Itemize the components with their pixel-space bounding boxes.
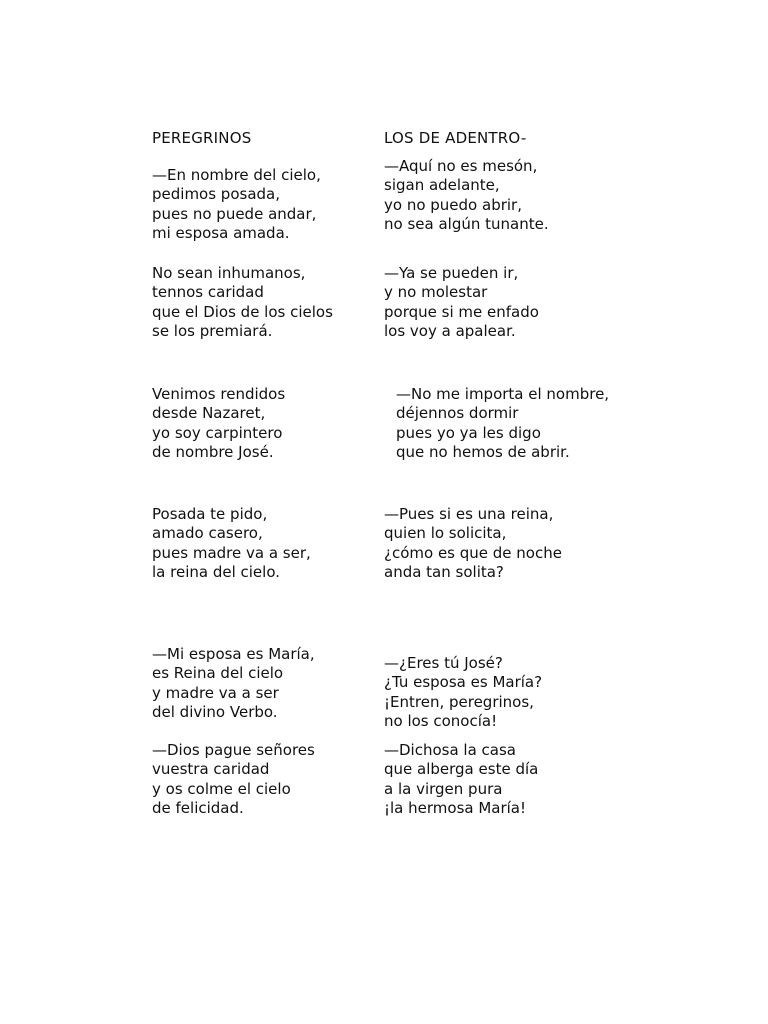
verse-line: —Dichosa la casa (384, 741, 516, 759)
left-stanza-3 (152, 385, 285, 462)
verse-line: de felicidad. (152, 798, 244, 817)
verse-line: —Mi esposa es María, (152, 645, 315, 663)
right-stanza-5 (384, 654, 542, 731)
verse-line: pedimos posada, (152, 185, 280, 204)
verse-line: déjennos dormir (396, 404, 519, 423)
right-column-heading: LOS DE ADENTRO- (384, 129, 527, 147)
right-stanza-2 (384, 264, 539, 341)
right-stanza-3 (396, 385, 609, 462)
verse-line: pues madre va a ser, (152, 543, 311, 562)
verse-line: Venimos rendidos (152, 385, 286, 403)
verse-line: ¿cómo es que de noche (384, 543, 562, 562)
verse-line: mi esposa amada. (152, 223, 290, 242)
verse-line: porque si me enfado (384, 302, 539, 321)
verse-line: anda tan solita? (384, 562, 504, 581)
verse-line: de nombre José. (152, 442, 274, 461)
left-stanza-5 (152, 645, 315, 722)
verse-line: que no hemos de abrir. (396, 442, 570, 461)
verse-line: yo soy carpintero (152, 423, 283, 442)
verse-line: —Aquí no es mesón, (384, 157, 538, 175)
verse-line: quien lo solicita, (384, 524, 507, 543)
verse-line: vuestra caridad (152, 760, 270, 779)
verse-line: que alberga este día (384, 760, 539, 779)
verse-line: yo no puedo abrir, (384, 195, 522, 214)
verse-line: es Reina del cielo (152, 664, 284, 683)
verse-line: a la virgen pura (384, 779, 503, 798)
verse-line: —En nombre del cielo, (152, 166, 321, 184)
right-stanza-6 (384, 741, 538, 818)
verse-line: y os colme el cielo (152, 779, 291, 798)
verse-line: No sean inhumanos, (152, 264, 306, 282)
right-stanza-1 (384, 157, 549, 234)
verse-line: pues yo ya les digo (396, 423, 541, 442)
left-stanza-1 (152, 166, 321, 243)
verse-line: ¿Tu esposa es María? (384, 673, 543, 692)
verse-line: que el Dios de los cielos (152, 302, 333, 321)
verse-line: no los conocía! (384, 711, 498, 730)
verse-line: la reina del cielo. (152, 562, 281, 581)
left-column-heading: PEREGRINOS (152, 129, 252, 147)
verse-line: —No me importa el nombre, (396, 385, 610, 403)
verse-line: ¡la hermosa María! (384, 798, 527, 817)
verse-line: —Pues si es una reina, (384, 505, 554, 523)
verse-line: —Dios pague señores (152, 741, 315, 759)
verse-line: no sea algún tunante. (384, 214, 549, 233)
right-stanza-4 (384, 505, 562, 582)
verse-line: se los premiará. (152, 321, 273, 340)
left-stanza-6 (152, 741, 315, 818)
verse-line: y no molestar (384, 283, 488, 302)
verse-line: —¿Eres tú José? (384, 654, 503, 672)
verse-line: —Ya se pueden ir, (384, 264, 519, 282)
verse-line: amado casero, (152, 524, 263, 543)
left-stanza-2 (152, 264, 333, 341)
verse-line: Posada te pido, (152, 505, 268, 523)
left-stanza-4 (152, 505, 311, 582)
verse-line: pues no puede andar, (152, 204, 317, 223)
verse-line: los voy a apalear. (384, 321, 516, 340)
verse-line: tennos caridad (152, 283, 264, 302)
verse-line: sigan adelante, (384, 176, 500, 195)
verse-line: y madre va a ser (152, 683, 279, 702)
verse-line: desde Nazaret, (152, 404, 266, 423)
verse-line: ¡Entren, peregrinos, (384, 692, 534, 711)
verse-line: del divino Verbo. (152, 702, 278, 721)
